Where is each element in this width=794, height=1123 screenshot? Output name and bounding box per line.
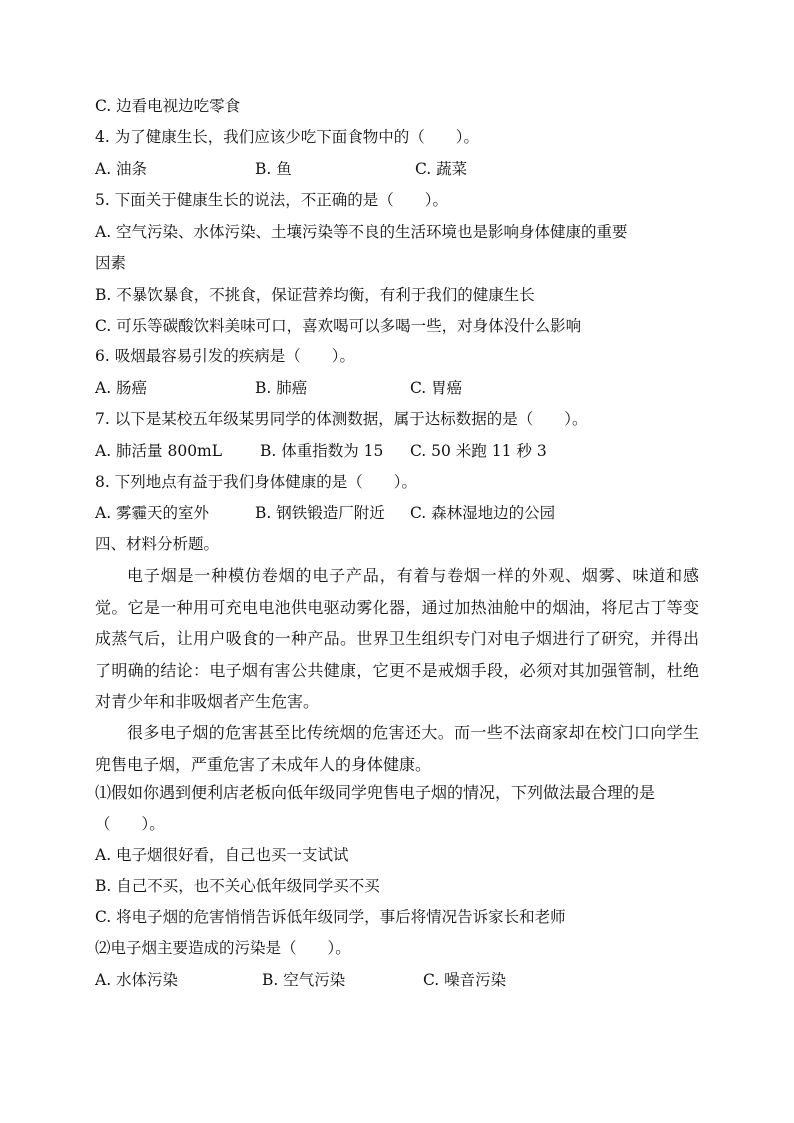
- q4-option-c: C. 蔬菜: [415, 160, 468, 178]
- sub-question-2-stem: ⑵电子烟主要造成的污染是（ ）。: [95, 939, 351, 957]
- q7-option-a: A. 肺活量 800mL: [95, 442, 223, 460]
- q7-option-b: B. 体重指数为 15: [260, 442, 384, 460]
- sub1-option-a: A. 电子烟很好看，自己也买一支试试: [95, 846, 349, 864]
- q3-option-c: C. 边看电视边吃零食: [95, 97, 241, 115]
- q8-option-c: C. 森林湿地边的公园: [410, 504, 556, 522]
- question-7-stem: 7. 以下是某校五年级某男同学的体测数据，属于达标数据的是（ ）。: [95, 410, 588, 428]
- sub-question-1-stem: ⑴假如你遇到便利店老板向低年级同学兜售电子烟的情况，下列做法最合理的是: [95, 783, 656, 802]
- q5-option-c: C. 可乐等碳酸饮料美味可口，喜欢喝可以多喝一些，对身体没什么影响: [95, 317, 582, 335]
- sub1-option-b: B. 自己不买，也不关心低年级同学买不买: [95, 877, 380, 895]
- q6-option-a: A. 肠癌: [95, 379, 148, 397]
- sub2-option-a: A. 水体污染: [95, 971, 179, 989]
- sub2-option-b: B. 空气污染: [262, 971, 346, 989]
- q7-option-c: C. 50 米跑 11 秒 3: [410, 442, 547, 460]
- question-5-stem: 5. 下面关于健康生长的说法，不正确的是（ ）。: [95, 191, 448, 209]
- sub2-option-c: C. 噪音污染: [423, 971, 507, 989]
- question-8-stem: 8. 下列地点有益于我们身体健康的是（ ）。: [95, 473, 417, 491]
- q5-option-a-cont: 因素: [95, 254, 127, 272]
- q4-option-b: B. 鱼: [255, 160, 292, 178]
- q5-option-b: B. 不暴饮暴食，不挑食，保证营养均衡，有利于我们的健康生长: [95, 286, 535, 304]
- q6-option-c: C. 胃癌: [410, 379, 463, 397]
- material-paragraph-1: 电子烟是一种模仿卷烟的电子产品，有着与卷烟一样的外观、烟雾、味道和感觉。它是一种用可充电电池供电驱动雾化器，通过加热油舱中的烟油，将尼古丁等变成蒸气后，让用户吸食的一种产品。世界卫生组织专门对电子烟进行了研究，并得出了明确的结论：电子烟有害公共健康，它更不是戒烟手段，必须对其加强管制，杜绝对青少年和非吸烟者产生危害。: [95, 566, 699, 711]
- q8-option-b: B. 钢铁锻造厂附近: [255, 504, 385, 522]
- q4-option-a: A. 油条: [95, 160, 148, 178]
- question-6-stem: 6. 吸烟最容易引发的疾病是（ ）。: [95, 347, 355, 365]
- material-paragraph-2: 很多电子烟的危害甚至比传统烟的危害还大。而一些不法商家却在校门口向学生兜售电子烟，严重危害了未成年人的身体健康。: [95, 723, 699, 774]
- sub1-option-c: C. 将电子烟的危害悄悄告诉低年级同学，事后将情况告诉家长和老师: [95, 908, 566, 926]
- q6-option-b: B. 肺癌: [255, 379, 308, 397]
- question-4-stem: 4. 为了健康生长，我们应该少吃下面食物中的（ ）。: [95, 128, 479, 146]
- q5-option-a: A. 空气污染、水体污染、土壤污染等不良的生活环境也是影响身体健康的重要: [95, 223, 628, 241]
- section-4-title: 四、材料分析题。: [95, 535, 220, 553]
- sub-question-1-blank: （ ）。: [95, 815, 165, 833]
- q8-option-a: A. 雾霾天的室外: [95, 504, 210, 522]
